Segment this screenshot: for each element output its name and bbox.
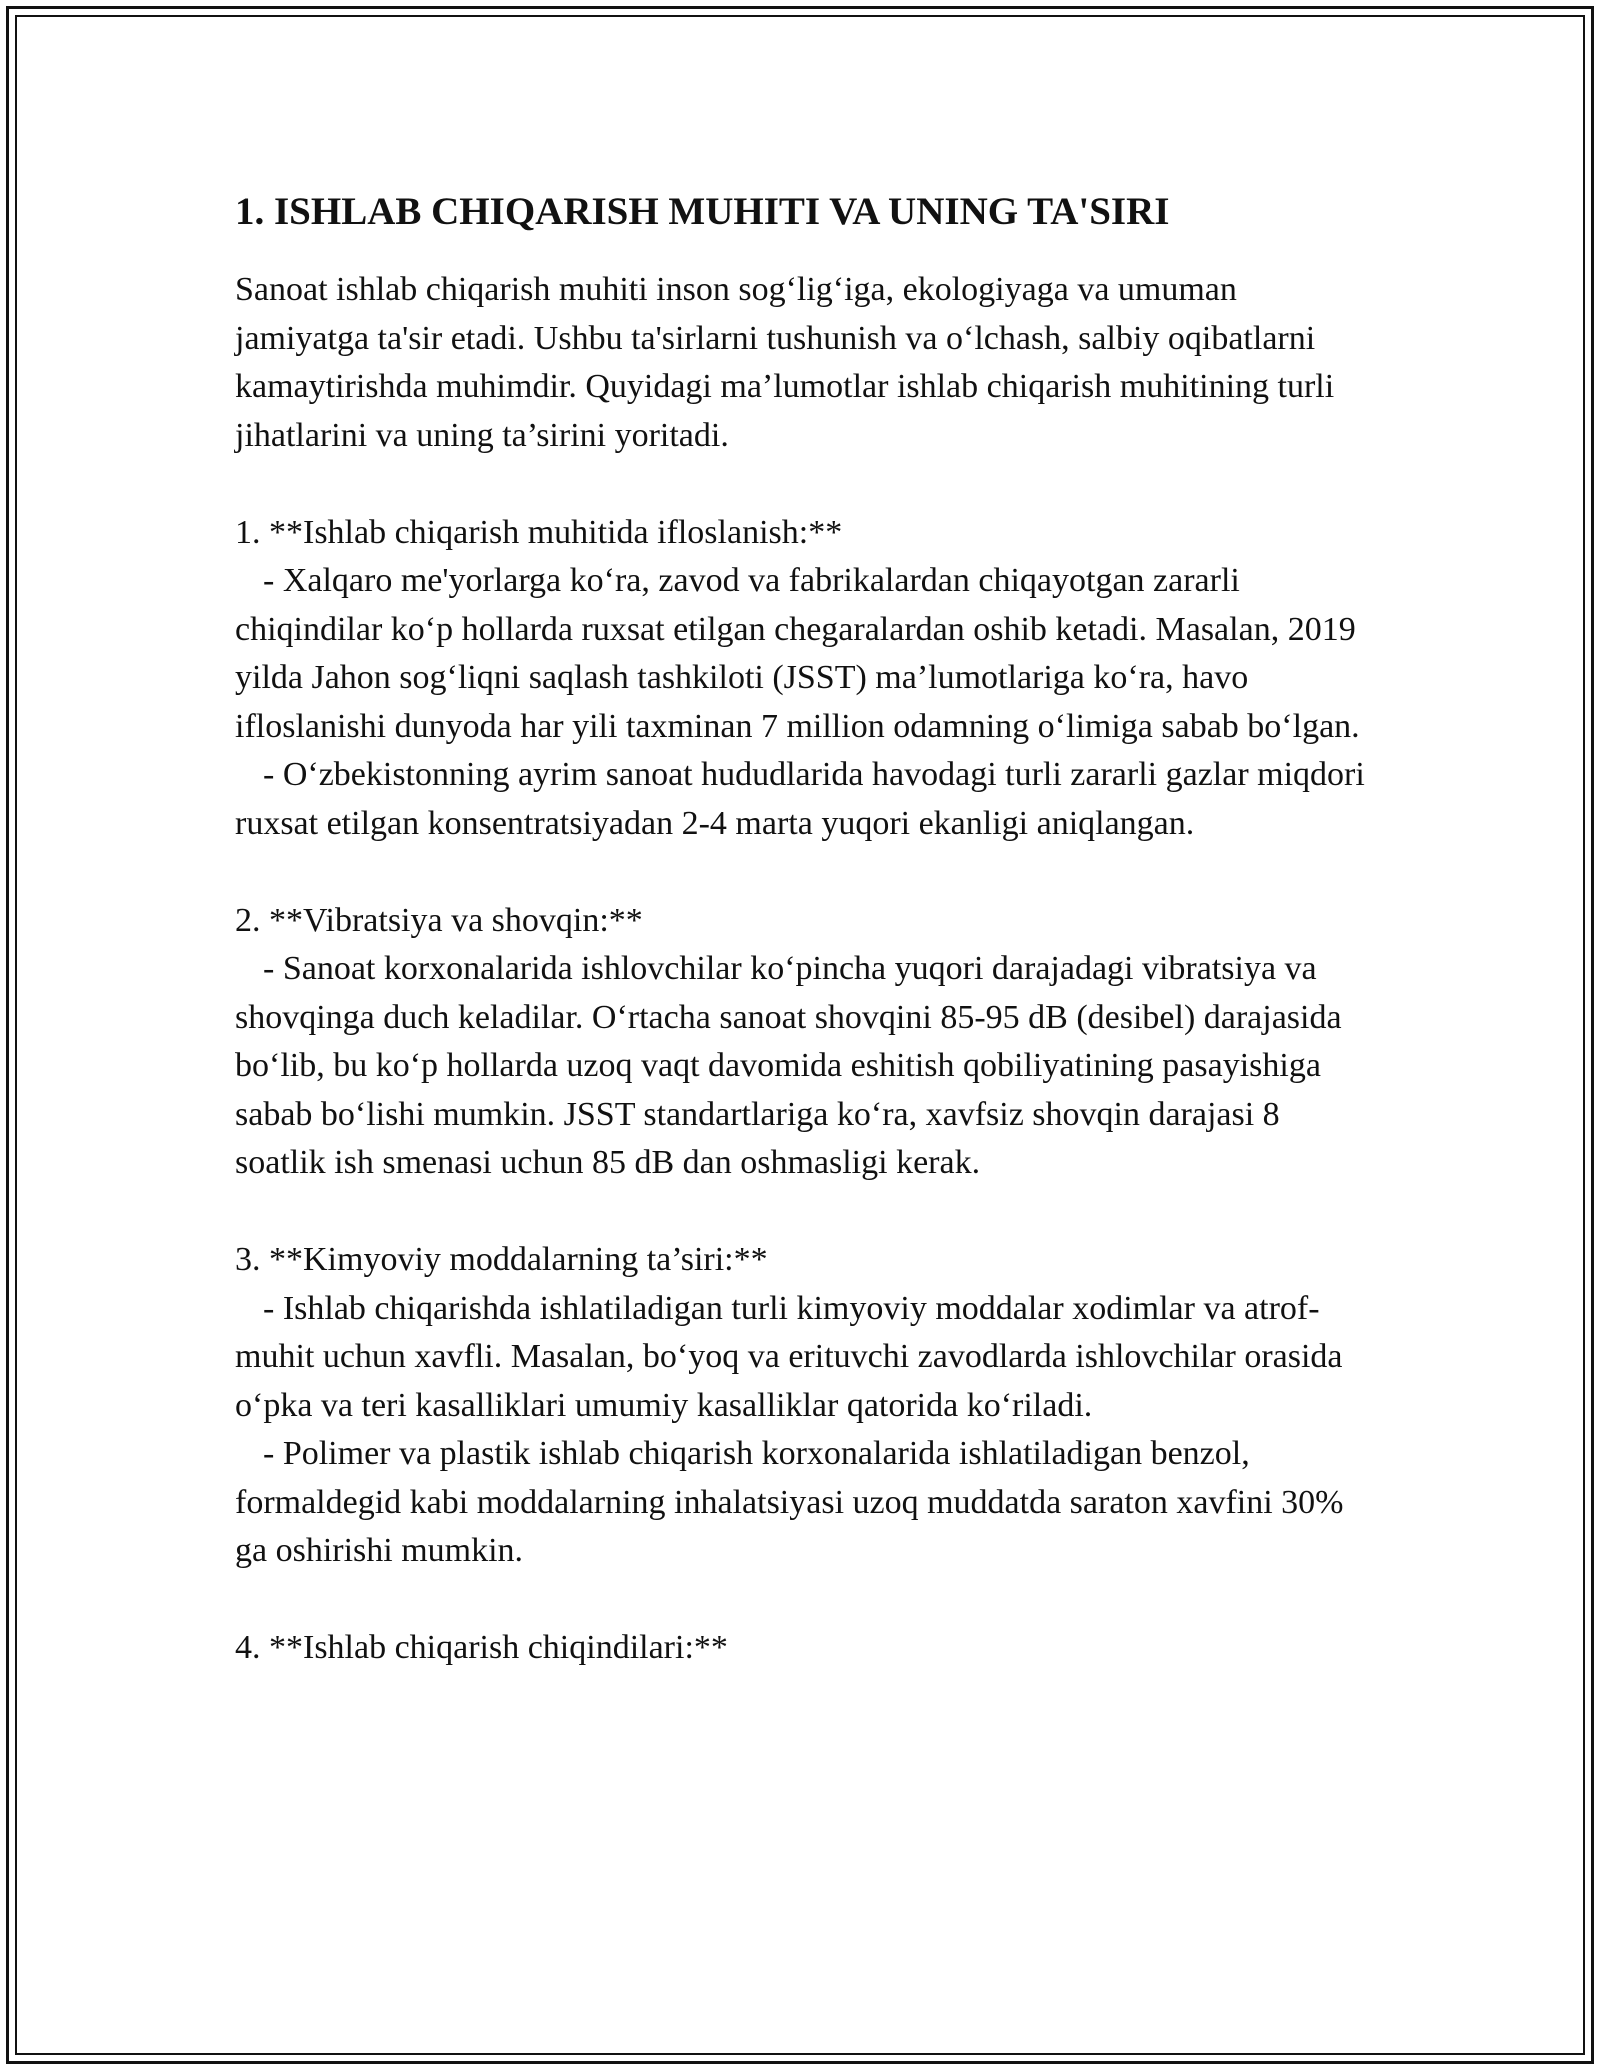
paragraph-spacer: [235, 1188, 1375, 1237]
paragraph-spacer: [235, 1576, 1375, 1625]
list-item-bullet: - Polimer va plastik ishlab chiqarish korxonalarida ishlatiladigan benzol, formaldegid kabi moddalarning inhalatsiyasi uzoq muddatda saraton xavfini 30% ga oshirishi mumkin.: [235, 1435, 1344, 1569]
list-item-title: 1. **Ishlab chiqarish muhitida ifloslanish:**: [235, 513, 843, 551]
document-body: [235, 186, 1375, 1673]
paragraph-spacer: [235, 848, 1375, 897]
section-heading: 1. ISHLAB CHIQARISH MUHITI VA UNING TA'SIRI: [235, 190, 1170, 233]
list-item-bullet: - O‘zbekistonning ayrim sanoat hududlarida havodagi turli zararli gazlar miqdori ruxsat etilgan konsentratsiyadan 2-4 marta yuqori ekanligi aniqlangan.: [235, 756, 1365, 842]
list-item-title: 3. **Kimyoviy moddalarning ta’siri:**: [235, 1241, 768, 1278]
list-item-bullet: - Xalqaro me'yorlarga ko‘ra, zavod va fabrikalardan chiqayotgan zararli chiqindilar ko‘p hollarda ruxsat etilgan chegaralardan oshib ketadi. Masalan, 2019 yilda Jahon sog‘liqni saqlash tashkiloti (JSST) ma’lumotlariga ko‘ra, havo ifloslanishi dunyoda har yili taxminan 7 million odamning o‘limiga sabab bo‘lgan.: [235, 562, 1360, 745]
list-item-title: 2. **Vibratsiya va shovqin:**: [235, 901, 643, 939]
paragraph-spacer: [235, 460, 1375, 509]
list-item-bullet: - Sanoat korxonalarida ishlovchilar ko‘pincha yuqori darajadagi vibratsiya va shovqinga duch keladilar. O‘rtacha sanoat shovqini 85-95 dB (desibel) darajasida bo‘lib, bu ko‘p hollarda uzoq vaqt davomida eshitish qobiliyatining pasayishiga sabab bo‘lishi mumkin. JSST standartlariga ko‘ra, xavfsiz shovqin darajasi 8 soatlik ish smenasi uchun 85 dB dan oshmasligi kerak.: [235, 950, 1342, 1181]
list-item-title: 4. **Ishlab chiqarish chiqindilari:**: [235, 1629, 728, 1666]
list-item-bullet: - Ishlab chiqarishda ishlatiladigan turli kimyoviy moddalar xodimlar va atrof-muhit uchun xavfli. Masalan, bo‘yoq va erituvchi zavodlarda ishlovchilar orasida o‘pka va teri kasalliklari umumiy kasalliklar qatorida ko‘riladi.: [235, 1289, 1343, 1424]
intro-paragraph: Sanoat ishlab chiqarish muhiti inson sog‘lig‘iga, ekologiyaga va umuman jamiyatga ta'sir etadi. Ushbu ta'sirlarni tushunish va o‘lchash, salbiy oqibatlarni kamaytirishda muhimdir. Quyidagi ma’lumotlar ishlab chiqarish muhitining turli jihatlarini va uning ta’sirini yoritadi.: [235, 271, 1335, 454]
